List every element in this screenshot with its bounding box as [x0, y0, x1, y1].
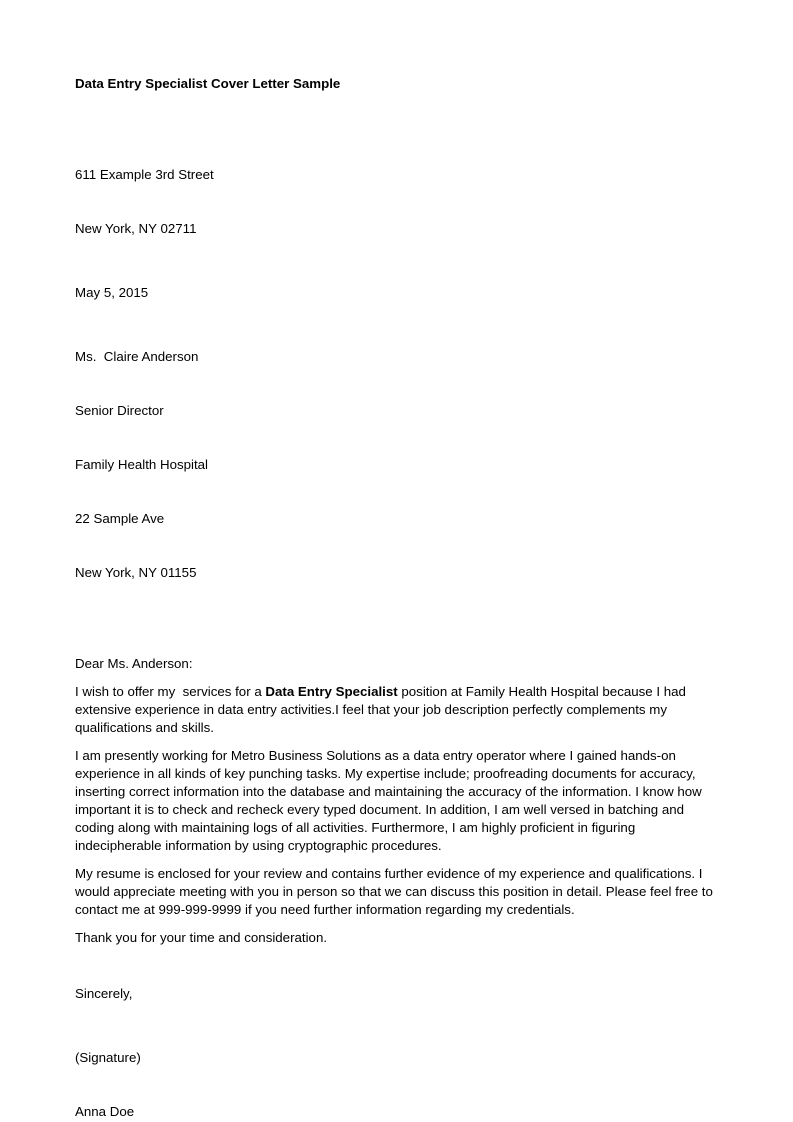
letter-title: Data Entry Specialist Cover Letter Sample [75, 76, 341, 91]
signature-block [75, 1013, 718, 1122]
sender-address-line: New York, NY 02711 [75, 221, 197, 236]
recipient-street: 22 Sample Ave [75, 511, 165, 526]
job-title-bold-text: Data Entry Specialist [265, 684, 398, 699]
salutation: Dear Ms. Anderson: [75, 656, 193, 671]
body-paragraph-1 [75, 683, 718, 737]
closing: Sincerely, [75, 986, 133, 1001]
sender-address-line: 611 Example 3rd Street [75, 167, 214, 182]
recipient-city: New York, NY 01155 [75, 565, 197, 580]
signature-placeholder: (Signature) [75, 1050, 141, 1065]
thanks-line: Thank you for your time and consideration. [75, 930, 328, 945]
signature-name: Anna Doe [75, 1104, 135, 1119]
sender-address-block [75, 130, 718, 274]
recipient-company: Family Health Hospital [75, 457, 209, 472]
body-paragraph-2: I am presently working for Metro Business Solutions as a data entry operator where I gained hands-on experience in all kinds of key punching tasks. My expertise include; proofreading documents for accuracy, inserting correct information into the database and maintaining the accuracy of the information. I know how important it is to check and recheck every typed document. In addition, I am well versed in batching and coding along with maintaining logs of all activities. Furthermore, I am highly proficient in figuring indecipherable information by using cryptographic procedures. [75, 748, 706, 853]
body-paragraph-3: My resume is enclosed for your review and contains further evidence of my experience and qualifications. I would appreciate meeting with you in person so that we can discuss this position in detail. Please feel free to contact me at 999-999-9999 if you need further information regarding my credentials. [75, 866, 717, 917]
recipient-name: Ms. Claire Anderson [75, 349, 199, 364]
paragraph-text: I wish to offer my services for a [75, 684, 266, 699]
recipient-title: Senior Director [75, 403, 164, 418]
letter-date: May 5, 2015 [75, 285, 149, 300]
paragraph-text: position at Family Health Hospital because I had extensive experience in data entry activities.I feel that your job description perfectly complements my qualifications and skills. [75, 684, 690, 735]
recipient-block [75, 312, 718, 618]
